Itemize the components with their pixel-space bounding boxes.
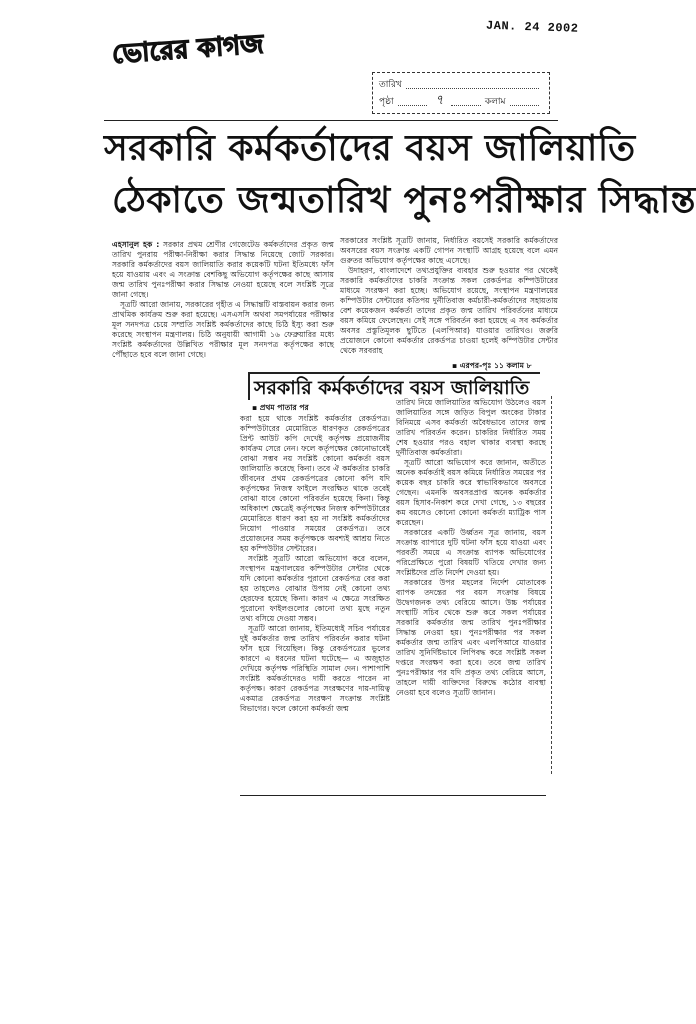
- continuation-paragraph: তারিখ নিয়ে জালিয়াতির অভিযোগ উঠলেও বয়স জালিয়াতির সঙ্গে জড়িত বিপুল অংকের টাকার বিনিময়ে এসব কর্মকর্তা অবৈধভাবে তাদের জন্ম তারিখ পরিবর্তন করেন। চাকরির নির্ধারিত সময় শেষ হওয়ার পরও বহাল থাকার ব্যবস্থা করছে দুর্নীতিবাজ কর্মকর্তারা।: [396, 398, 546, 457]
- byline: এহসানুল হক :: [112, 240, 160, 249]
- continuation-paragraph: সরকারের একটি উর্ধ্বতন সূত্র জানায়, বয়স সংক্রান্ত ব্যাপারে দুটি ঘটনা ফাঁস হয়ে যাওয়া এবং পরবর্তী সময়ে এ সংক্রান্ত ব্যাপক অভিযোগের পরিপ্রেক্ষিতে পুরো বিষয়টি খতিয়ে দেখার জন্য সংশ্লিষ্টদের প্রতি নির্দেশ দেওয়া হয়।: [396, 528, 546, 577]
- article-paragraph: [112, 240, 334, 300]
- continuation-column-2: [396, 398, 546, 776]
- clipping-top-edge: [104, 120, 558, 121]
- article-paragraph: সরকারের সংশ্লিষ্ট সূত্রটি জানায়, নির্ধারিত বয়সেই সরকারি কর্মকর্তাদের অবসরের বয়স সংক্রান্ত একটি গোপন সংস্থাটি আগ্রহ হয়েছে বলে এমন গুরুতর অভিযোগ কর্তৃপক্ষের কাছে এসেছে।: [340, 236, 558, 265]
- form-date-row: [379, 76, 543, 93]
- form-page-value: ৭: [435, 93, 444, 108]
- continuation-paragraph: করা হয়ে থাকে সংশ্লিষ্ট কর্মকর্তার রেকর্ডপত্র। কম্পিউটারের মেমোরিতে ধারণকৃত রেকর্ডপত্রের প্রিন্ট আউট কপি দেখেই কর্তৃপক্ষ প্রয়োজনীয় কার্যক্রম সেরে নেন। ফলে কর্তৃপক্ষের কোনোভাবেই বোঝা সম্ভব নয় সংশ্লিষ্ট কোনো কর্মকর্তা বয়স জালিয়াতি করেছে কিনা। তবে ঐ কর্মকর্তার চাকরি জীবনের প্রথম রেকর্ডপত্রের কোনো কপি যদি কর্তৃপক্ষের নিজস্ব ফাইলে সংরক্ষিত থাকে তবেই বোঝা যাবে কোনো পরিবর্তন হয়েছে কিনা। কিন্তু অধিকাংশ ক্ষেত্রেই কর্তৃপক্ষের নিজস্ব কম্পিউটারের মেমোরিতে ধারণ করা হয় না সংশ্লিষ্ট কর্মকর্তাদের নিয়োগ পাওয়ার সময়ের রেকর্ডপত্র। তবে প্রয়োজনের সময় কর্তৃপক্ষকে অবশ্যই আশ্রয় নিতে হয় কম্পিউটার সেন্টারের।: [240, 414, 390, 553]
- form-page-row: [379, 93, 543, 110]
- article-column-1: [112, 240, 334, 368]
- clipping-bottom-edge: [240, 795, 546, 796]
- form-column-line: [510, 97, 539, 106]
- continued-on-note: ▪ এরপর-পৃঃ ১১ কলাম ৮: [452, 361, 532, 370]
- article-paragraph: উদাহরণ, বাংলাদেশে তথ্যপ্রযুক্তির ব্যবহার শুরু হওয়ার পর থেকেই সরকারি কর্মকর্তাদের চাকরি সংক্রান্ত সকল রেকর্ডপত্র কম্পিউটারের মাধ্যমে সংরক্ষণ করা হচ্ছে। অভিযোগ রয়েছে, সংস্থাপন মন্ত্রণালয়ের কম্পিউটার সেন্টারের কতিপয় দুর্নীতিবাজ কর্মচারী-কর্মকর্তাদের সহায়তায় বেশ কয়েকজন কর্মকর্তা তাদের প্রকৃত জন্ম তারিখ পরিবর্তনের মাধ্যমে বয়স কমিয়ে ফেলেছেন। সেই সঙ্গে পরিবর্তন করা হয়েছে এ সব কর্মকর্তার অবসর প্রস্তুতিমূলক ছুটিতে (এলপিআর) যাওয়ার তারিখও। জরুরি প্রয়োজনে কোনো কর্মকর্তার রেকর্ডপত্র চাওয়া হলেই কম্পিউটার সেন্টার থেকে সরবরাহ: [340, 266, 558, 355]
- clipping-right-edge: [551, 396, 552, 774]
- headline-line-1: সরকারি কর্মকর্তাদের বয়স জালিয়াতি: [104, 128, 636, 169]
- continued-from-note: ▪ প্রথম পাতার পর: [252, 403, 309, 412]
- continuation-paragraph: সূত্রটি আরো জানায়, ইতিমধ্যেই সচিব পর্যায়ের দুই কর্মকর্তার জন্ম তারিখ পরিবর্তন করার ঘটনা ফাঁস হয়ে গিয়েছিল। কিন্তু রেকর্ডপত্রের ভুলের কারণে এ ধরনের ঘটনা ঘটেছে— এ অজুহাত দেখিয়ে কর্তৃপক্ষ পরিস্থিতি সামাল দেন। পাশাপাশি সংশ্লিষ্ট কর্মকর্তাদেরও দায়ী করতে পারেন না কর্তৃপক্ষ। কারণ রেকর্ডপত্র সংরক্ষণের দায়-দায়িত্ব একমাত্র রেকর্ডপত্র সংরক্ষণ সংক্রান্ত সংশ্লিষ্ট বিভাগের। ফলে কোনো কর্মকর্তা জন্ম: [240, 624, 390, 713]
- form-page-label: পৃষ্ঠা: [379, 97, 394, 107]
- continuation-headline: সরকারি কর্মকর্তাদের বয়স জালিয়াতি: [248, 372, 540, 400]
- article-column-2: [340, 236, 558, 360]
- newspaper-logo: ভোরের কাগজ: [111, 29, 265, 70]
- article-paragraph-text: সরকার প্রথম শ্রেণীর গেজেটেড কর্মকর্তাদের প্রকৃত জন্ম তারিখ পুনরায় পরীক্ষা-নিরীক্ষা করার সিদ্ধান্ত নিয়েছে জোট সরকার। সরকারি কর্মকর্তাদের বয়স জালিয়াতি করার কয়েকটি ঘটনা ইতিমধ্যে ফাঁস হয়ে যাওয়ায় এবং এ সংক্রান্ত বেশকিছু অভিযোগ কর্তৃপক্ষের কাছে আসায় জন্ম তারিখ পুনঃপরীক্ষা করার সিদ্ধান্ত নেওয়া হয়েছে বলে সংশ্লিষ্ট সূত্রে জানা গেছে।: [112, 240, 335, 299]
- form-page-line-2: [451, 97, 480, 106]
- form-date-label: তারিখ: [379, 80, 402, 90]
- continuation-column-1: [240, 414, 390, 784]
- continuation-paragraph: সূত্রটি আরো অভিযোগ করে জানান, অতীতে অনেক কর্মকর্তাই বয়স কমিয়ে নির্ধারিত সময়ের পর কয়েক বছর চাকরি করে স্বাভাবিকভাবে অবসরে গেছেন। এমনকি অবসরপ্রাপ্ত অনেক কর্মকর্তার বয়স হিসাব-নিকাশ করে দেখা গেছে, ১৩ বছরের কম বয়সেও কোনো কোনো কর্মকর্তা ম্যাট্রিক পাস করেছেন।: [396, 458, 546, 527]
- form-column-label: কলাম: [484, 97, 506, 107]
- headline-line-2: ঠেকাতে জন্মতারিখ পুনঃপরীক্ষার সিদ্ধান্ত: [112, 180, 696, 221]
- date-stamp: JAN. 24 2002: [485, 18, 579, 36]
- form-page-line: [398, 97, 427, 106]
- article-paragraph: সূত্রটি আরো জানায়, সরকারের গৃহীত এ সিদ্ধান্তটি বাস্তবায়ন করার জন্য প্রাথমিক কার্যক্রম শুরু করা হয়েছে। এসএসসি অথবা সমপর্যায়ের পরীক্ষার মূল সনদপত্র চেয়ে সম্প্রতি সংশ্লিষ্ট কর্মকর্তাদের কাছে চিঠি ইস্যু করা শুরু করেছে সংস্থাপন মন্ত্রণালয়। চিঠি অনুযায়ী আগামী ১৬ ফেব্রুয়ারির মধ্যে সংশ্লিষ্ট কর্মকর্তাদের উল্লিখিত পরীক্ষার মূল সনদপত্র কর্তৃপক্ষের কাছে পৌঁছাতে হবে বলে জানা গেছে।: [112, 300, 334, 359]
- continuation-paragraph: সংশ্লিষ্ট সূত্রটি আরো অভিযোগ করে বলেন, সংস্থাপন মন্ত্রণালয়ের কম্পিউটার সেন্টার থেকে যদি কোনো কর্মকর্তার পুরানো রেকর্ডপত্র বের করা হয় তাহলেও বোঝার উপায় নেই কোনো তথ্য হেরফের হয়েছে কিনা। কারণ এ ক্ষেত্রে সংরক্ষিত পুরোনো ফাইলগুলোর কোনো তথ্য মুছে নতুন তথ্য বসিয়ে দেওয়া সম্ভব।: [240, 554, 390, 623]
- form-date-line: [406, 80, 539, 89]
- clipping-form-box: [372, 72, 550, 114]
- continuation-paragraph: সরকারের উপর মহলের নির্দেশ মোতাবেক ব্যাপক তদন্তের পর বয়স সংক্রান্ত বিষয়ে উদ্বেগজনক তথ্য বেরিয়ে আসে। উচ্চ পর্যায়ের সংস্থাটি সচিব থেকে শুরু করে সকল পর্যায়ের সরকারি কর্মকর্তার জন্ম তারিখ পুনঃপরীক্ষার সিদ্ধান্ত নেওয়া হয়। পুনঃপরীক্ষার পর সকল কর্মকর্তার জন্ম তারিখ এবং এলপিআরে যাওয়ার তারিখ সুনির্দিষ্টভাবে লিপিবদ্ধ করে সংশ্লিষ্ট সকল দপ্তরে সংরক্ষণ করা হবে। তবে জন্ম তারিখ পুনঃপরীক্ষার পর যদি প্রকৃত তথ্য বেরিয়ে আসে, তাহলে দায়ী ব্যক্তিদের বিরুদ্ধে কঠোর ব্যবস্থা নেওয়া হবে বলেও সূত্রটি জানান।: [396, 578, 546, 697]
